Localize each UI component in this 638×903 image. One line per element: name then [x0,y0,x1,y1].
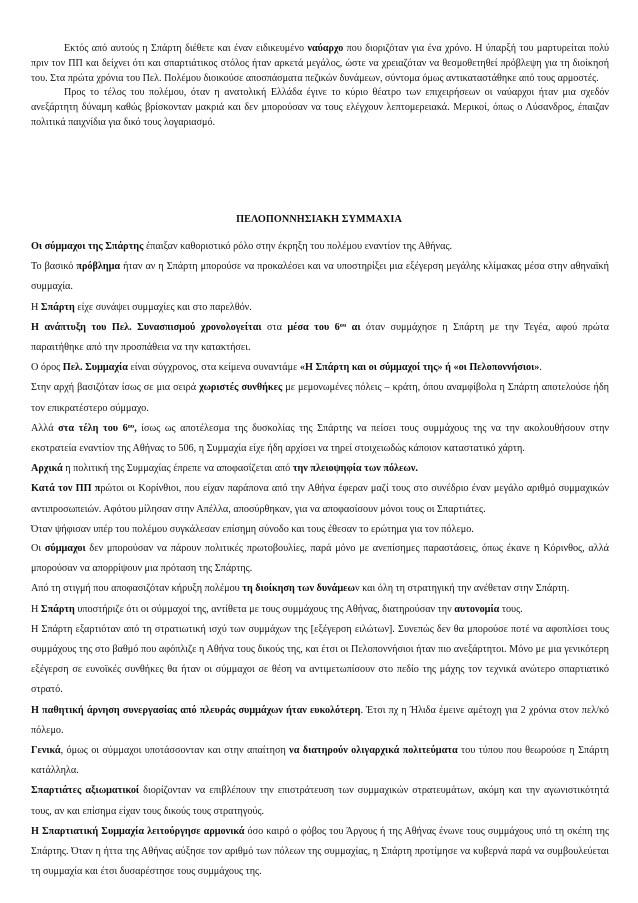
bold-text: Σπαρτιάτες αξιωματικοί [31,785,140,797]
bold-text: πρόβλημα [76,261,121,273]
text-run: ρώτοι οι Κορίνθιοι, που είχαν παράπονα από την Αθήνα έφεραν μαζί τους στο συνέδριο έναν μεγάλο αριθμό συμμαχικών αντιπροσωπειών. Αφότου μίλησαν στην Απέλλα, αποσύρθηκαν, για να αποφασίσουν μόνοι τους οι Σπαρτιάτες. [31,483,609,515]
bold-text: αυτονομία [454,603,500,615]
paragraph [31,42,609,86]
bold-text: την πλειοψηφία των πόλεων. [292,463,418,475]
bold-text: Οι σύμμαχοι της Σπάρτης [31,241,144,252]
alliance-section-part-1 [31,237,609,540]
text-run: όσο καιρό ο φόβος του Άργους ή της Αθήνας ένωνε τους συμμάχους υπό τη σκέπη της Σπάρτης. Όταν η ήττα της Αθήνας αύξησε τον αριθμό των πόλεων της συμμαχίας, η Σπάρτη προτίμησε να κυβερνά παρά να συμβουλεύεται τη συμμαχία και έτσι δυσαρέστησε τους συμμάχους της. [31,825,609,878]
bold-text: Η παθητική άρνηση συνεργασίας από πλευράς συμμάχων ήταν ευκολότερη [31,704,361,716]
text-run: ίσως ως αποτέλεσμα της δυσκολίας της Σπάρτης να πείσει τους συμμάχους της να την ακολουθήσουν στην εκστρατεία εναντίον της Αθήνας το 506, η Συμμαχία είχε ήδη αρχίσει να τηρεί στοιχειωδώς κάποιον καταστατικό χάρτη. [31,422,609,455]
section-title: ΠΕΛΟΠΟΝΝΗΣΙΑΚΗ ΣΥΜΜΑΧΙΑ [236,214,402,225]
bold-text: χωριστές συνθήκες [199,382,283,394]
paragraph [31,298,609,318]
bold-text: να διατηρούν ολιγαρχικά πολιτεύματα [289,745,458,757]
text-run: Οι [31,543,45,554]
text-run: με μεμονωμένες πόλεις – κράτη, όπου αναμφίβολα η Σπάρτη αποτελούσε ήδη τον επικρατέστερο σύμμαχο. [31,382,610,414]
text-run: . Έτσι πχ η Ήλιδα έμεινε αμέτοχη για 2 χρόνια στον πελ/κό πόλεμο. [31,704,610,736]
text-run: δεν μπορούσαν να πάρουν πολιτικές πρωτοβουλίες, παρά μόνο με ανεπίσημες παραστάσεις, όπως έκανε η Κόρινθος, αλλά μπορούσαν να απορρίψουν μια πρόταση της Σπάρτης. [31,543,609,575]
text-run: ήταν αν η Σπάρτη μπορούσε να προκαλέσει και να υποστηρίξει μια εξέγερση μεγάλης κλίμακας μέσα στην αθηναϊκή συμμαχία. [31,261,609,293]
paragraph [31,701,609,741]
bold-text: Η Σπαρτιατική Συμμαχία λειτούργησε αρμονικά [31,825,245,837]
bold-text: ου [127,422,135,430]
bold-text: Σπάρτη [40,301,75,313]
text-run: Ο όρος [31,362,63,374]
text-run: Η [31,301,41,313]
text-run: Στην αρχή βασιζόταν ίσως σε μια σειρά [31,382,200,394]
text-run: Προς το τέλος του πολέμου, όταν η ανατολική Ελλάδα έγινε το κύριο θέατρο των επιχειρήσεων οι ναύαρχοι ήταν μια σχεδόν ανεξάρτητη δύναμη καθώς βρίσκονταν μακριά και δεν μπορούσαν να τους ελέγχουν λεπτομερειακά. Μερικοί, όπως ο Λύσανδρος, έπαιζαν πολιτικά παιχνίδια για δικό τους λογαριασμό. [31,87,609,128]
text-run: είχε συνάψει συμμαχίες και στο παρελθόν. [74,301,252,313]
text-run: , όμως οι σύμμαχοι υποτάσσονταν και στην απαίτηση [60,745,290,757]
paragraph [31,86,609,130]
paragraph [31,358,609,378]
bold-text: ναύαρχο [307,43,344,54]
paragraph [31,539,609,579]
text-run: υποστήριζε ότι οι σύμμαχοί της, αντίθετα με τους συμμάχους της Αθήνας, διατηρούσαν την [74,603,455,615]
paragraph [31,520,609,540]
paragraph [31,600,609,620]
intro-section [31,42,609,131]
text-run: Η Σπάρτη εξαρτιόταν από τη στρατιωτική ισχύ των συμμάχων της [εξέγερση ειλώτων]. Συνεπώς δεν θα μπορούσε ποτέ να αφοπλίσει τους συμμάχους της στο βαθμό που αφόπλιζε η Αθήνα τους δικούς της, και έτσι οι Πελοποννήσιοι ήταν πιο ανεξάρτητοι. Μόνο με μια γενικότερη εξέγερση σε ευνοϊκές συνθήκες θα ήταν οι σύμμαχοι σε θέση να αντιμετωπίσουν στο πεδίο της μάχης τον τεχνικά ανώτερο σπαρτιατικό στρατό. [31,623,609,696]
text-run: Εκτός από αυτούς η Σπάρτη διέθετε και έναν ειδικευμένο [64,43,308,54]
bold-text: «Η Σπάρτη και οι σύμμαχοί της» ή «οι Πελοποννήσιοι» [299,362,540,374]
bold-text: μέσα του 6 [287,321,340,333]
text-run: Όταν ψήφισαν υπέρ του πολέμου συγκάλεσαν επίσημη σύνοδο και τους έθεσαν το ερώτημα για τον πόλεμο. [31,523,474,535]
text-run: Η [31,603,41,615]
text-run: έπαιξαν καθοριστικό ρόλο στην έκρηξη του πολέμου εναντίον της Αθήνας. [143,241,453,252]
paragraph [31,781,609,821]
paragraph [31,741,609,781]
bold-text: Η ανάπτυξη του Πελ. Συνασπισμού χρονολογείται [31,321,262,333]
bold-text: , [134,422,137,434]
text-run: ν και όλη τη στρατηγική την ανέθεταν στην Σπάρτη. [354,583,570,595]
paragraph [31,479,609,519]
bold-text: Γενικά [31,745,61,757]
text-run: όταν συμμάχησε η Σπάρτη με την Τεγέα, αφού πρώτα παραιτήθηκε από την προσπάθεια να την κατακτήσει. [31,321,609,354]
paragraph [31,459,609,479]
paragraph [31,257,609,297]
text-run: του τύπου που θεωρούσε η Σπάρτη κατάλληλα. [31,745,610,777]
alliance-section-part-2 [31,539,609,882]
bold-text: στα τέλη του 6 [58,422,128,434]
paragraph [31,318,609,358]
paragraph [31,237,609,257]
bold-text: αι [346,321,361,333]
bold-text: σύμμαχοι [44,543,86,554]
bold-text: Σπάρτη [40,603,75,615]
text-run: Από τη στιγμή που αποφασιζόταν κήρυξη πολέμου [31,583,243,595]
text-run: στα [261,321,288,333]
bold-text: ου [339,321,347,329]
paragraph [31,822,609,883]
text-run: Το βασικό [31,261,77,273]
bold-text: τη διοίκηση των δυνάμεω [242,583,355,595]
text-run: η πολιτική της Συμμαχίας έπρεπε να αποφασίζεται από [62,463,293,475]
bold-text: Πελ. Συμμαχία [62,362,128,374]
paragraph [31,378,609,418]
text-run: διορίζονταν να επιβλέπουν την επιστράτευση των συμμαχικών στρατευμάτων, ακόμη και την αγωνιστικότητά τους, αν και επίσημα είχαν τους δικούς τους στρατηγούς. [31,785,609,817]
bold-text: Κατά τον ΠΠ π [31,483,101,495]
paragraph [31,419,609,459]
text-run: τους. [499,603,523,615]
text-run: Αλλά [31,422,59,434]
text-run: είναι σύγχρονος, στα κείμενα συναντάμε [127,362,300,374]
text-run: που διοριζόταν για ένα χρόνο. Η ύπαρξή του μαρτυρείται πολύ πριν τον ΠΠ και δείχνει ότι και σπαρτιάτικος στόλος ήταν αρκετά μεγάλος, ώστε να χρειαζόταν να θεσμοθετηθεί πρόβλεψη για τη διοίκησή του. Στα πρώτα χρόνια του Πελ. Πολέμου διοικούσε αποσπάσματα πεζικών δυνάμεων, σύντομα όμως αντικαταστάθηκε από τους αρμοστές. [31,43,609,84]
bold-text: Αρχικά [31,463,63,475]
paragraph [31,579,609,599]
paragraph [31,620,609,701]
text-run: . [539,362,542,374]
